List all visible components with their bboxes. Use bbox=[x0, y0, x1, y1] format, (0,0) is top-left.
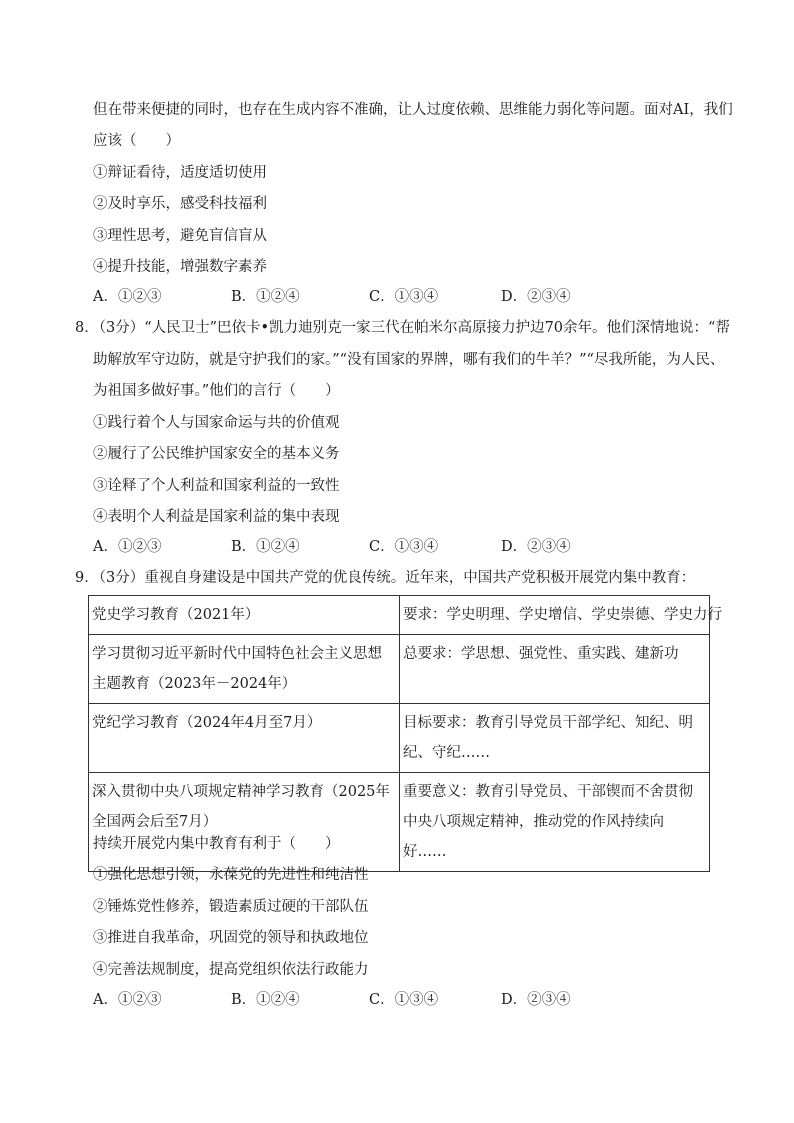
q8-item-2: ②履行了公民维护国家安全的基本义务 bbox=[93, 446, 340, 462]
q8-text-line2: 助解放军守边防，就是守护我们的家。”“没有国家的界牌，哪有我们的牛羊？”“尽我所能，为人民、 bbox=[93, 352, 725, 368]
table-cell: 深入贯彻中央八项规定精神学习教育（2025年全国两会后至7月） bbox=[89, 773, 400, 872]
q7-option-b[interactable]: B．①②④ bbox=[231, 289, 300, 305]
q7-item-1: ①辩证看待，适度适切使用 bbox=[93, 165, 267, 181]
q7-option-a[interactable]: A．①②③ bbox=[93, 289, 162, 305]
table-cell: 党史学习教育（2021年） bbox=[89, 596, 400, 635]
q8-text-line1: 8．（3分）“人民卫士”巴依卡•凯力迪别克一家三代在帕米尔高原接力护边70余年。他们深情地说：“帮 bbox=[75, 320, 730, 336]
q9-item-2: ②锤炼党性修养，锻造素质过硬的干部队伍 bbox=[93, 899, 369, 915]
q9-item-4: ④完善法规制度，提高党组织依法行政能力 bbox=[93, 962, 369, 978]
q7-item-3: ③理性思考，避免盲信盲从 bbox=[93, 228, 267, 244]
q7-option-d[interactable]: D．②③④ bbox=[501, 289, 571, 305]
q7-text-line1: 但在带来便捷的同时，也存在生成内容不准确，让人过度依赖、思维能力弱化等问题。面对AI，我们 bbox=[93, 102, 733, 118]
q9-item-1: ①强化思想引领，永葆党的先进性和纯洁性 bbox=[93, 867, 369, 883]
q9-option-d[interactable]: D．②③④ bbox=[501, 992, 571, 1008]
q9-options bbox=[93, 990, 713, 1010]
q8-text-line3: 为祖国多做好事。”他们的言行（ ） bbox=[93, 383, 340, 399]
q8-item-4: ④表明个人利益是国家利益的集中表现 bbox=[93, 509, 340, 525]
q8-option-d[interactable]: D．②③④ bbox=[501, 539, 571, 555]
q9-text-line1: 9．（3分）重视自身建设是中国共产党的优良传统。近年来，中国共产党积极开展党内集中教育： bbox=[75, 570, 696, 586]
q8-item-3: ③诠释了个人利益和国家利益的一致性 bbox=[93, 478, 340, 494]
table-cell: 总要求：学思想、强党性、重实践、建新功 bbox=[400, 635, 710, 704]
table-cell: 要求：学史明理、学史增信、学史崇德、学史力行 bbox=[400, 596, 710, 635]
table-row bbox=[89, 596, 710, 635]
q7-option-c[interactable]: C．①③④ bbox=[369, 289, 439, 305]
table-row bbox=[89, 704, 710, 773]
q8-item-1: ①践行着个人与国家命运与共的价值观 bbox=[93, 415, 340, 431]
q8-options bbox=[93, 537, 713, 557]
q9-item-3: ③推进自我革命，巩固党的领导和执政地位 bbox=[93, 930, 369, 946]
q7-options bbox=[93, 287, 713, 307]
table-row bbox=[89, 635, 710, 704]
table-cell: 目标要求：教育引导党员干部学纪、知纪、明纪、守纪…… bbox=[400, 704, 710, 773]
q9-option-c[interactable]: C．①③④ bbox=[369, 992, 439, 1008]
q7-text-line2: 应该（ ） bbox=[93, 133, 180, 149]
q8-option-c[interactable]: C．①③④ bbox=[369, 539, 439, 555]
q9-education-table bbox=[88, 595, 722, 872]
table-cell: 党纪学习教育（2024年4月至7月） bbox=[89, 704, 400, 773]
q9-question: 持续开展党内集中教育有利于（ ） bbox=[93, 836, 340, 852]
table-cell: 重要意义：教育引导党员、干部锲而不舍贯彻中央八项规定精神，推动党的作风持续向好…… bbox=[400, 773, 710, 872]
q7-item-4: ④提升技能，增强数字素养 bbox=[93, 259, 267, 275]
q8-option-a[interactable]: A．①②③ bbox=[93, 539, 162, 555]
q8-option-b[interactable]: B．①②④ bbox=[231, 539, 300, 555]
q9-option-a[interactable]: A．①②③ bbox=[93, 992, 162, 1008]
q9-option-b[interactable]: B．①②④ bbox=[231, 992, 300, 1008]
table-row bbox=[89, 773, 710, 872]
q7-item-2: ②及时享乐，感受科技福利 bbox=[93, 196, 267, 212]
table-cell: 学习贯彻习近平新时代中国特色社会主义思想主题教育（2023年－2024年） bbox=[89, 635, 400, 704]
